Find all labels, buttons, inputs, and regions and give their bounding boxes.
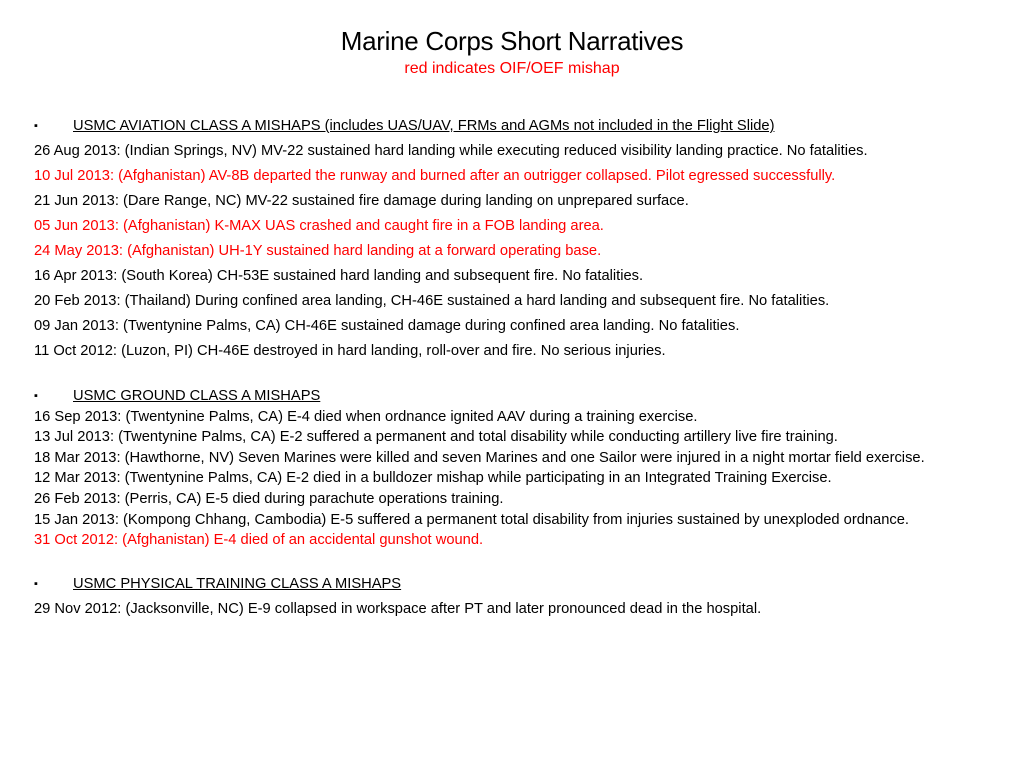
section-ground: [34, 386, 978, 550]
section-heading-text: USMC AVIATION CLASS A MISHAPS (includes UAS/UAV, FRMs and AGMs not included in the Flight Slide): [73, 118, 775, 134]
section-heading: [34, 116, 978, 136]
mishap-item: 16 Apr 2013: (South Korea) CH-53E sustained hard landing and subsequent fire. No fatalities.: [34, 268, 644, 284]
mishap-item: 24 May 2013: (Afghanistan) UH-1Y sustained hard landing at a forward operating base.: [34, 243, 602, 259]
slide-title: Marine Corps Short Narratives: [340, 26, 684, 56]
mishap-item: 20 Feb 2013: (Thailand) During confined area landing, CH-46E sustained a hard landing and subsequent fire. No fatalities.: [34, 293, 830, 309]
mishap-item: 05 Jun 2013: (Afghanistan) K-MAX UAS crashed and caught fire in a FOB landing area.: [34, 218, 604, 234]
mishap-item: 09 Jan 2013: (Twentynine Palms, CA) CH-46E sustained damage during confined area landing. No fatalities.: [34, 318, 740, 334]
section-items: [34, 407, 978, 551]
mishap-item: 10 Jul 2013: (Afghanistan) AV-8B departed the runway and burned after an outrigger collapsed. Pilot egressed successfully.: [34, 168, 836, 184]
section-heading-text: USMC PHYSICAL TRAINING CLASS A MISHAPS: [73, 576, 402, 593]
mishap-item: 16 Sep 2013: (Twentynine Palms, CA) E-4 died when ordnance ignited AAV during a training exercise.: [34, 408, 698, 425]
section-items: [34, 141, 978, 361]
mishap-item: 12 Mar 2013: (Twentynine Palms, CA) E-2 died in a bulldozer mishap while participating in an Integrated Training Exercise.: [34, 470, 832, 487]
section-items: [34, 599, 978, 619]
section-physical-training: [34, 574, 978, 619]
section-aviation: [34, 116, 978, 361]
bullet-icon: ▪: [34, 390, 38, 402]
mishap-item: 13 Jul 2013: (Twentynine Palms, CA) E-2 suffered a permanent and total disability while conducting artillery live fire training.: [34, 429, 838, 446]
section-heading: [34, 574, 978, 594]
mishap-item: 26 Aug 2013: (Indian Springs, NV) MV-22 sustained hard landing while executing reduced visibility landing practice. No fatalities.: [34, 143, 868, 159]
mishap-item: 18 Mar 2013: (Hawthorne, NV) Seven Marines were killed and seven Marines and one Sailor were injured in a night mortar field exercise.: [34, 449, 925, 466]
section-heading: [34, 386, 978, 406]
section-heading-text: USMC GROUND CLASS A MISHAPS: [73, 388, 321, 404]
bullet-icon: ▪: [34, 120, 38, 132]
mishap-item: 21 Jun 2013: (Dare Range, NC) MV-22 sustained fire damage during landing on unprepared surface.: [34, 193, 689, 209]
slide-content: [34, 116, 978, 619]
mishap-item: 11 Oct 2012: (Luzon, PI) CH-46E destroyed in hard landing, roll-over and fire. No serious injuries.: [34, 343, 666, 359]
slide-subtitle: red indicates OIF/OEF mishap: [404, 60, 620, 77]
mishap-item: 31 Oct 2012: (Afghanistan) E-4 died of an accidental gunshot wound.: [34, 532, 484, 549]
mishap-item: 15 Jan 2013: (Kompong Chhang, Cambodia) E-5 suffered a permanent total disability from injuries sustained by unexploded ordnance.: [34, 511, 909, 528]
bullet-icon: ▪: [34, 578, 38, 591]
mishap-item: 26 Feb 2013: (Perris, CA) E-5 died during parachute operations training.: [34, 490, 504, 507]
mishap-item: 29 Nov 2012: (Jacksonville, NC) E-9 collapsed in workspace after PT and later pronounced dead in the hospital.: [34, 601, 762, 618]
